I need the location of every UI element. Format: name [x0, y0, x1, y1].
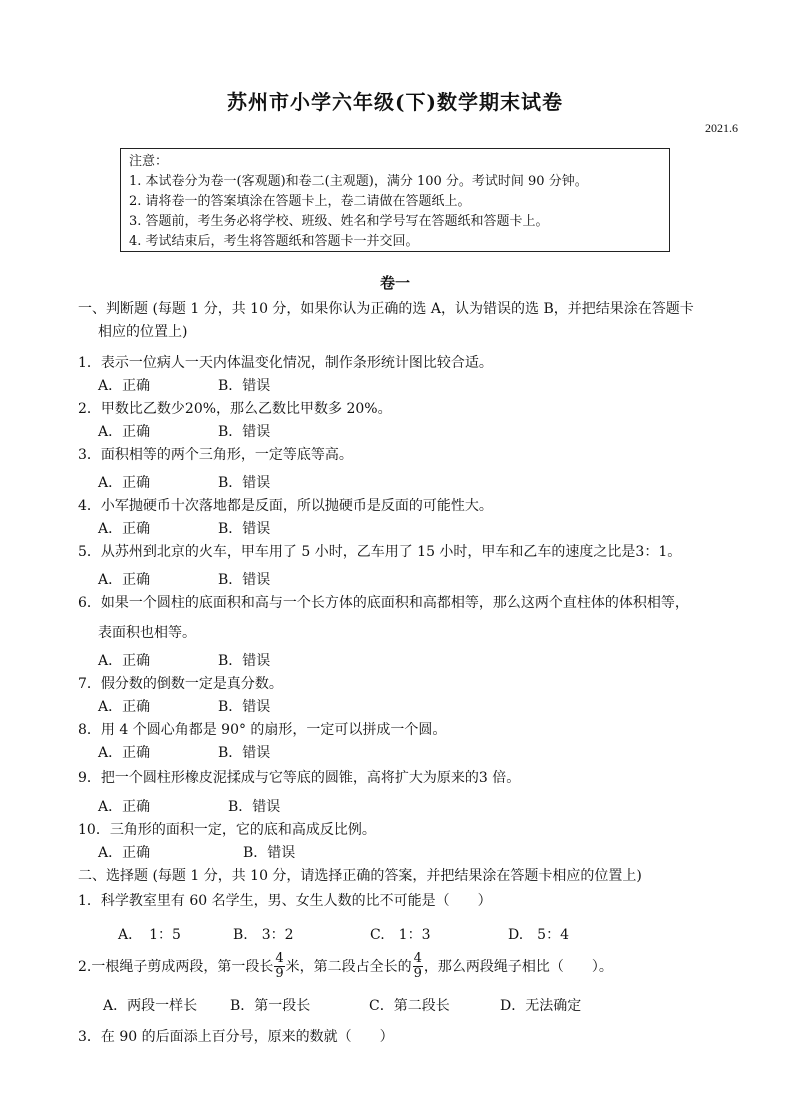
fraction-denominator: 9: [275, 965, 284, 981]
question-text-part: ，那么两段绳子相比（ ）。: [423, 959, 613, 975]
fraction-numerator: 4: [275, 950, 284, 966]
option-b: B．错误: [218, 572, 271, 588]
choice-option: B. 3：2: [233, 927, 294, 943]
question-text-part: 米，第二段占全长的: [285, 959, 412, 975]
option-a: A．正确: [98, 845, 151, 861]
question-text: 1．表示一位病人一天内体温变化情况，制作条形统计图比较合适。: [78, 355, 493, 371]
option-b: B．错误: [218, 475, 271, 491]
notice-item: 1. 本试卷分为卷一(客观题)和卷二(主观题)，满分 100 分。考试时间 90 分钟。: [129, 174, 588, 189]
notice-heading: 注意：: [129, 154, 169, 169]
page-title: 苏州市小学六年级(下)数学期末试卷: [227, 90, 563, 114]
option-a: A．正确: [98, 521, 151, 537]
option-a: A．正确: [98, 653, 151, 669]
option-b: B．错误: [218, 424, 271, 440]
option-b: B．错误: [218, 653, 271, 669]
question-text: 1．科学教室里有 60 名学生，男、女生人数的比不可能是（ ）: [78, 893, 492, 909]
choice-option: C．第二段长: [369, 998, 450, 1014]
fraction: [413, 952, 423, 981]
choice-option: D．无法确定: [500, 998, 582, 1014]
exam-date: 2021.6: [705, 121, 738, 135]
question-text: 2．甲数比乙数少20%，那么乙数比甲数多 20%。: [78, 401, 392, 417]
notice-item: 2. 请将卷一的答案填涂在答题卡上，卷二请做在答题纸上。: [129, 194, 471, 209]
question-text: 4．小军抛硬币十次落地都是反面，所以抛硬币是反面的可能性大。: [78, 498, 493, 514]
question-text: 5．从苏州到北京的火车，甲车用了 5 小时，乙车用了 15 小时，甲车和乙车的速度之比是3：1。: [78, 544, 682, 560]
question-text: 10．三角形的面积一定，它的底和高成反比例。: [78, 822, 376, 838]
question-text: 9．把一个圆柱形橡皮泥揉成与它等底的圆锥，高将扩大为原来的3 倍。: [78, 770, 521, 786]
notice-item: 3. 答题前，考生务必将学校、班级、姓名和学号写在答题纸和答题卡上。: [129, 214, 549, 229]
option-a: A．正确: [98, 745, 151, 761]
choice-option: A．两段一样长: [103, 998, 198, 1014]
option-a: A．正确: [98, 424, 151, 440]
fraction-numerator: 4: [413, 950, 422, 966]
option-a: A．正确: [98, 378, 151, 394]
fraction-denominator: 9: [413, 965, 422, 981]
option-a: A．正确: [98, 572, 151, 588]
option-b: B．错误: [228, 799, 281, 815]
section-title: 卷一: [379, 274, 410, 292]
choice-option: A． 1：5: [118, 927, 181, 943]
option-b: B．错误: [218, 521, 271, 537]
choice-option: B．第一段长: [230, 998, 311, 1014]
question-text: 7．假分数的倒数一定是真分数。: [78, 676, 283, 692]
notice-box: [120, 148, 670, 252]
choice-option: C. 1：3: [370, 927, 431, 943]
part1-heading-cont: 相应的位置上): [98, 324, 188, 340]
option-a: A．正确: [98, 799, 151, 815]
question-text-part: 2.一根绳子剪成两段，第一段长: [78, 959, 274, 975]
question-text: [78, 948, 613, 984]
option-b: B．错误: [218, 699, 271, 715]
part2-heading: 二、选择题 (每题 1 分，共 10 分，请选择正确的答案，并把结果涂在答题卡相应的位置上): [78, 868, 642, 884]
notice-item: 4. 考试结束后，考生将答题纸和答题卡一并交回。: [129, 234, 419, 249]
option-b: B．错误: [218, 745, 271, 761]
option-b: B．错误: [243, 845, 296, 861]
option-b: B．错误: [218, 378, 271, 394]
question-text-cont: 表面积也相等。: [98, 625, 196, 641]
part1-heading: 一、判断题 (每题 1 分，共 10 分，如果你认为正确的选 A，认为错误的选 B，并把结果涂在答题卡: [78, 301, 694, 317]
question-text: 8．用 4 个圆心角都是 90° 的扇形，一定可以拼成一个圆。: [78, 722, 447, 738]
question-text: 3．在 90 的后面添上百分号，原来的数就（ ）: [78, 1029, 394, 1045]
fraction: [274, 952, 284, 981]
question-text: 3．面积相等的两个三角形，一定等底等高。: [78, 447, 353, 463]
option-a: A．正确: [98, 699, 151, 715]
choice-option: D. 5：4: [508, 927, 569, 943]
option-a: A．正确: [98, 475, 151, 491]
question-text: 6．如果一个圆柱的底面积和高与一个长方体的底面积和高都相等，那么这两个直柱体的体积相等，: [78, 595, 689, 611]
